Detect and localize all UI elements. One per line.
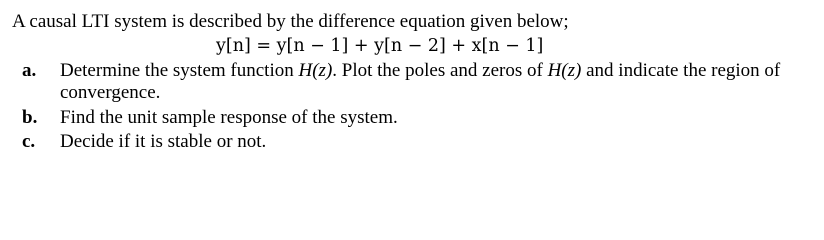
part-a-line-2: convergence. [60,82,161,103]
system-function-symbol-2: H(z) [547,60,582,81]
part-a-text-end: and indicate the region of [581,60,781,81]
part-b-letter: b. [22,107,38,128]
system-function-symbol: H(z) [298,60,333,81]
part-a-line-1 [60,60,780,82]
difference-equation: y[n] = y[n − 1] + y[n − 2] + x[n − 1] [216,36,544,56]
part-a-text [60,60,780,104]
problem-intro: A causal LTI system is described by the difference equation given below; [12,11,569,32]
part-c-text: Decide if it is stable or not. [60,131,267,152]
part-a-letter: a. [22,60,37,81]
part-c-letter: c. [22,131,36,152]
part-a-text-middle: . Plot the poles and zeros of [332,60,548,81]
part-a-text-start: Determine the system function [60,60,299,81]
part-b-text: Find the unit sample response of the system. [60,107,398,128]
